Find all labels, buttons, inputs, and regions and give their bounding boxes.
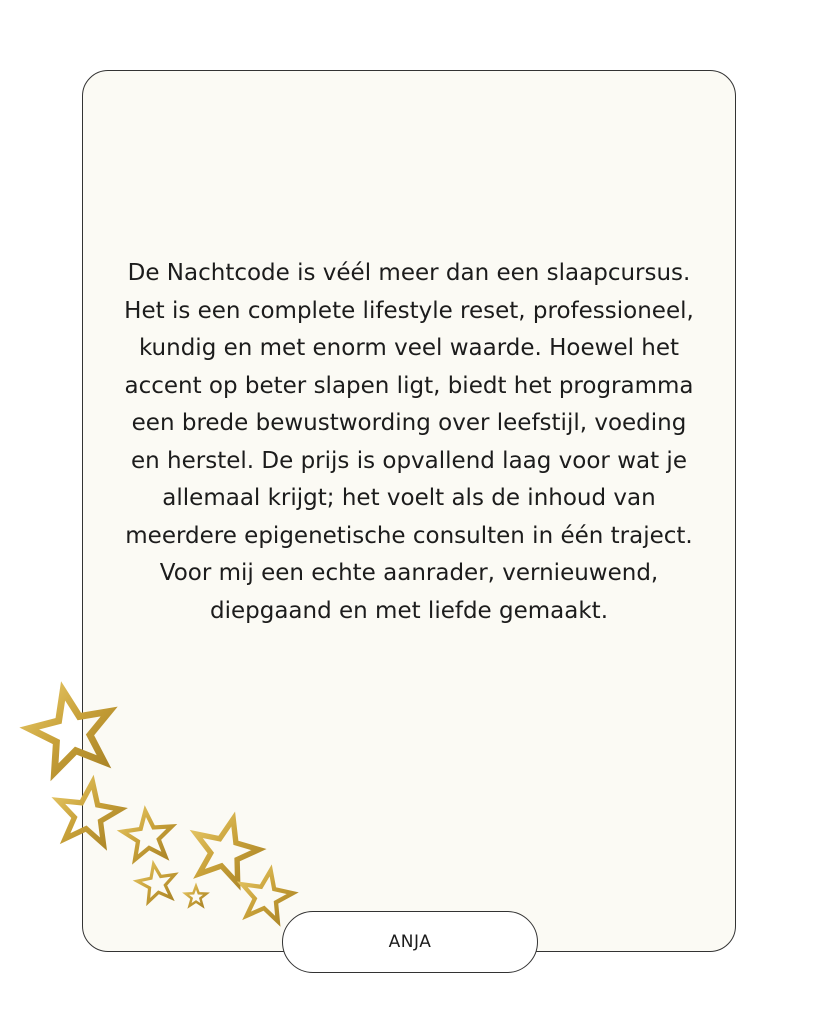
author-badge (282, 911, 538, 973)
testimonial-quote: De Nachtcode is véél meer dan een slaapcursus. Het is een complete lifestyle reset, professioneel, kundig en met enorm veel waarde. Hoewel het accent op beter slapen ligt, biedt het programma een brede bewustwording over leefstijl, voeding en herstel. De prijs is opvallend laag voor wat je allemaal krijgt; het voelt als de inhoud van meerdere epigenetische consulten in één traject. Voor mij een echte aanrader, vernieuwend, diepgaand en met liefde gemaakt. (124, 260, 694, 624)
author-name: ANJA (388, 932, 432, 952)
